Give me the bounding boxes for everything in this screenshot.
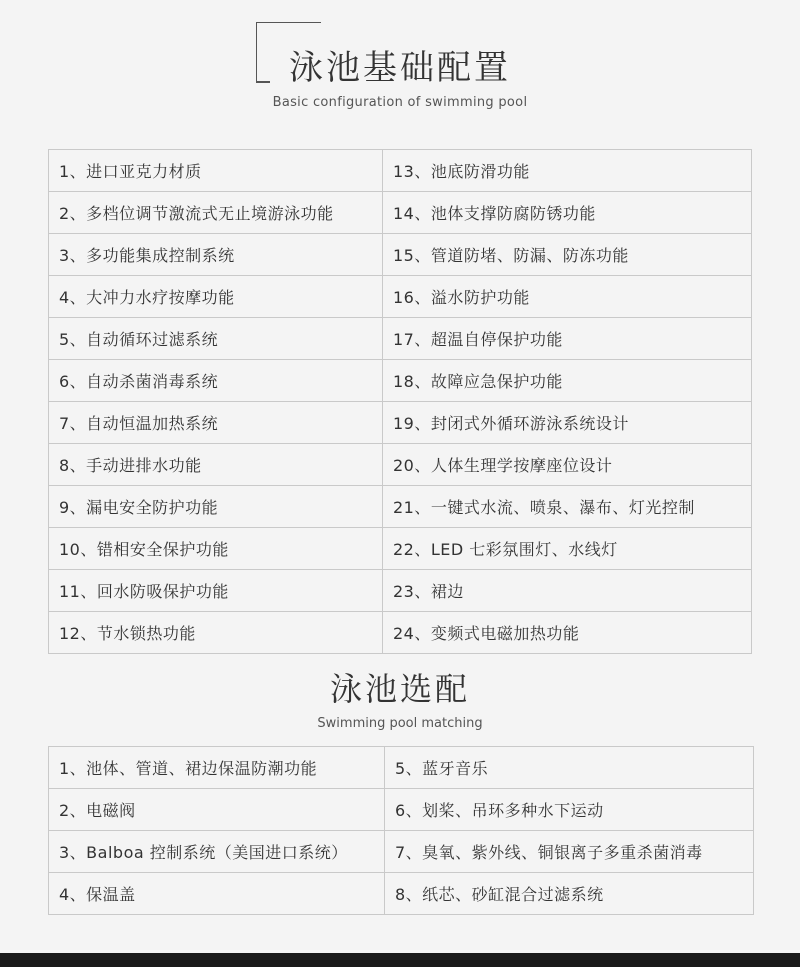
- feature-cell: 20、人体生理学按摩座位设计: [383, 444, 752, 486]
- table-row: [49, 318, 752, 360]
- feature-cell: 23、裙边: [383, 570, 752, 612]
- table-row: [49, 570, 752, 612]
- feature-cell: 22、LED 七彩氛围灯、水线灯: [383, 528, 752, 570]
- feature-cell: 5、蓝牙音乐: [385, 747, 754, 789]
- table-row: [49, 747, 754, 789]
- feature-cell: 1、池体、管道、裙边保温防潮功能: [49, 747, 385, 789]
- basic-config-table: [48, 149, 752, 654]
- table-row: [49, 444, 752, 486]
- optional-config-table: [48, 746, 754, 915]
- table-row: [49, 831, 754, 873]
- feature-cell: 18、故障应急保护功能: [383, 360, 752, 402]
- feature-cell: 17、超温自停保护功能: [383, 318, 752, 360]
- feature-cell: 2、多档位调节激流式无止境游泳功能: [49, 192, 383, 234]
- table-row: [49, 360, 752, 402]
- feature-cell: 7、臭氧、紫外线、铜银离子多重杀菌消毒: [385, 831, 754, 873]
- feature-cell: 9、漏电安全防护功能: [49, 486, 383, 528]
- table-row: [49, 528, 752, 570]
- feature-cell: 12、节水锁热功能: [49, 612, 383, 654]
- feature-cell: 19、封闭式外循环游泳系统设计: [383, 402, 752, 444]
- feature-cell: 3、Balboa 控制系统（美国进口系统）: [49, 831, 385, 873]
- feature-cell: 21、一键式水流、喷泉、瀑布、灯光控制: [383, 486, 752, 528]
- feature-cell: 8、纸芯、砂缸混合过滤系统: [385, 873, 754, 915]
- feature-cell: 1、进口亚克力材质: [49, 150, 383, 192]
- feature-cell: 6、划桨、吊环多种水下运动: [385, 789, 754, 831]
- table-row: [49, 276, 752, 318]
- feature-cell: 6、自动杀菌消毒系统: [49, 360, 383, 402]
- feature-cell: 14、池体支撑防腐防锈功能: [383, 192, 752, 234]
- table-row: [49, 612, 752, 654]
- feature-cell: 4、保温盖: [49, 873, 385, 915]
- feature-cell: 16、溢水防护功能: [383, 276, 752, 318]
- table-row: [49, 486, 752, 528]
- feature-cell: 13、池底防滑功能: [383, 150, 752, 192]
- feature-cell: 5、自动循环过滤系统: [49, 318, 383, 360]
- basic-config-header: [0, 40, 800, 110]
- table-row: [49, 150, 752, 192]
- optional-config-header: [0, 664, 800, 731]
- table-row: [49, 789, 754, 831]
- feature-cell: 11、回水防吸保护功能: [49, 570, 383, 612]
- feature-cell: 7、自动恒温加热系统: [49, 402, 383, 444]
- feature-cell: 2、电磁阀: [49, 789, 385, 831]
- basic-config-subtitle: Basic configuration of swimming pool: [272, 95, 528, 110]
- feature-cell: 15、管道防堵、防漏、防冻功能: [383, 234, 752, 276]
- optional-config-subtitle: Swimming pool matching: [317, 716, 483, 731]
- basic-config-title: 泳池基础配置: [289, 48, 511, 88]
- table-row: [49, 192, 752, 234]
- feature-cell: 8、手动进排水功能: [49, 444, 383, 486]
- feature-cell: 10、错相安全保护功能: [49, 528, 383, 570]
- feature-cell: 24、变频式电磁加热功能: [383, 612, 752, 654]
- bottom-bar: [0, 953, 800, 967]
- table-row: [49, 873, 754, 915]
- feature-cell: 4、大冲力水疗按摩功能: [49, 276, 383, 318]
- feature-cell: 3、多功能集成控制系统: [49, 234, 383, 276]
- table-row: [49, 402, 752, 444]
- table-row: [49, 234, 752, 276]
- optional-config-title: 泳池选配: [329, 670, 470, 708]
